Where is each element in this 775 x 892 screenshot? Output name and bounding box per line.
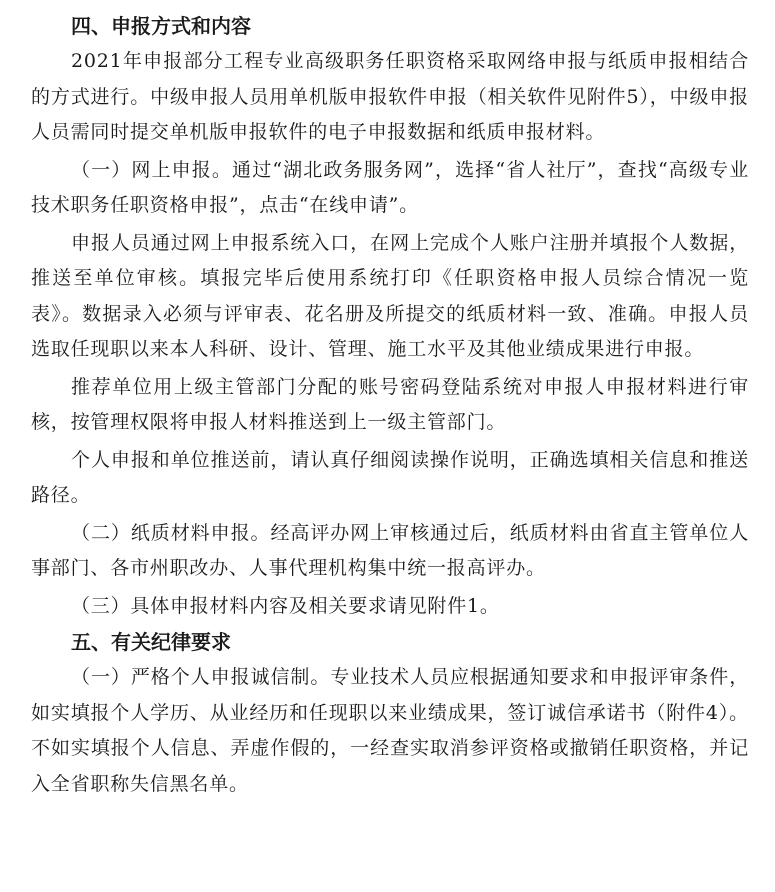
paragraph-attachment-reference: （三）具体申报材料内容及相关要求请见附件1。 [71, 594, 500, 617]
section-heading-5: 五、有关纪律要求 [71, 630, 231, 654]
paragraph-instructions: 个人申报和单位推送前，请认真仔细阅读操作说明，正确选填相关信息和推送路径。 [31, 448, 749, 506]
paragraph-online-process: 申报人员通过网上申报系统入口，在网上完成个人账户注册并填报个人数据，推送至单位审核。填报完毕后使用系统打印《任职资格申报人员综合情况一览表》。数据录入必须与评审表、花名册及所提交的纸质材料一致、准确。申报人员选取任现职以来本人科研、设计、管理、施工水平及其他业绩成果进行申报。 [31, 231, 749, 360]
paragraph-online-application: （一）网上申报。通过“湖北政务服务网”，选择“省人社厅”，查找“高级专业技术职务任职资格申报”，点击“在线申请”。 [31, 158, 749, 216]
paragraph-paper-application: （二）纸质材料申报。经高评办网上审核通过后，纸质材料由省直主管单位人事部门、各市州职改办、人事代理机构集中统一报高评办。 [31, 521, 749, 579]
paragraph-unit-review: 推荐单位用上级主管部门分配的账号密码登陆系统对申报人申报材料进行审核，按管理权限将申报人材料推送到上一级主管部门。 [31, 375, 749, 433]
paragraph-integrity: （一）严格个人申报诚信制。专业技术人员应根据通知要求和申报评审条件，如实填报个人学历、从业经历和任现职以来业绩成果，签订诚信承诺书（附件4）。不如实填报个人信息、弄虚作假的，一经查实取消参评资格或撤销任职资格，并记入全省职称失信黑名单。 [31, 666, 749, 795]
paragraph-method: 2021年申报部分工程专业高级职务任职资格采取网络申报与纸质申报相结合的方式进行。中级申报人员用单机版申报软件申报（相关软件见附件5），中级申报人员需同时提交单机版申报软件的电子申报数据和纸质申报材料。 [31, 50, 749, 143]
section-heading-4: 四、申报方式和内容 [71, 14, 251, 38]
